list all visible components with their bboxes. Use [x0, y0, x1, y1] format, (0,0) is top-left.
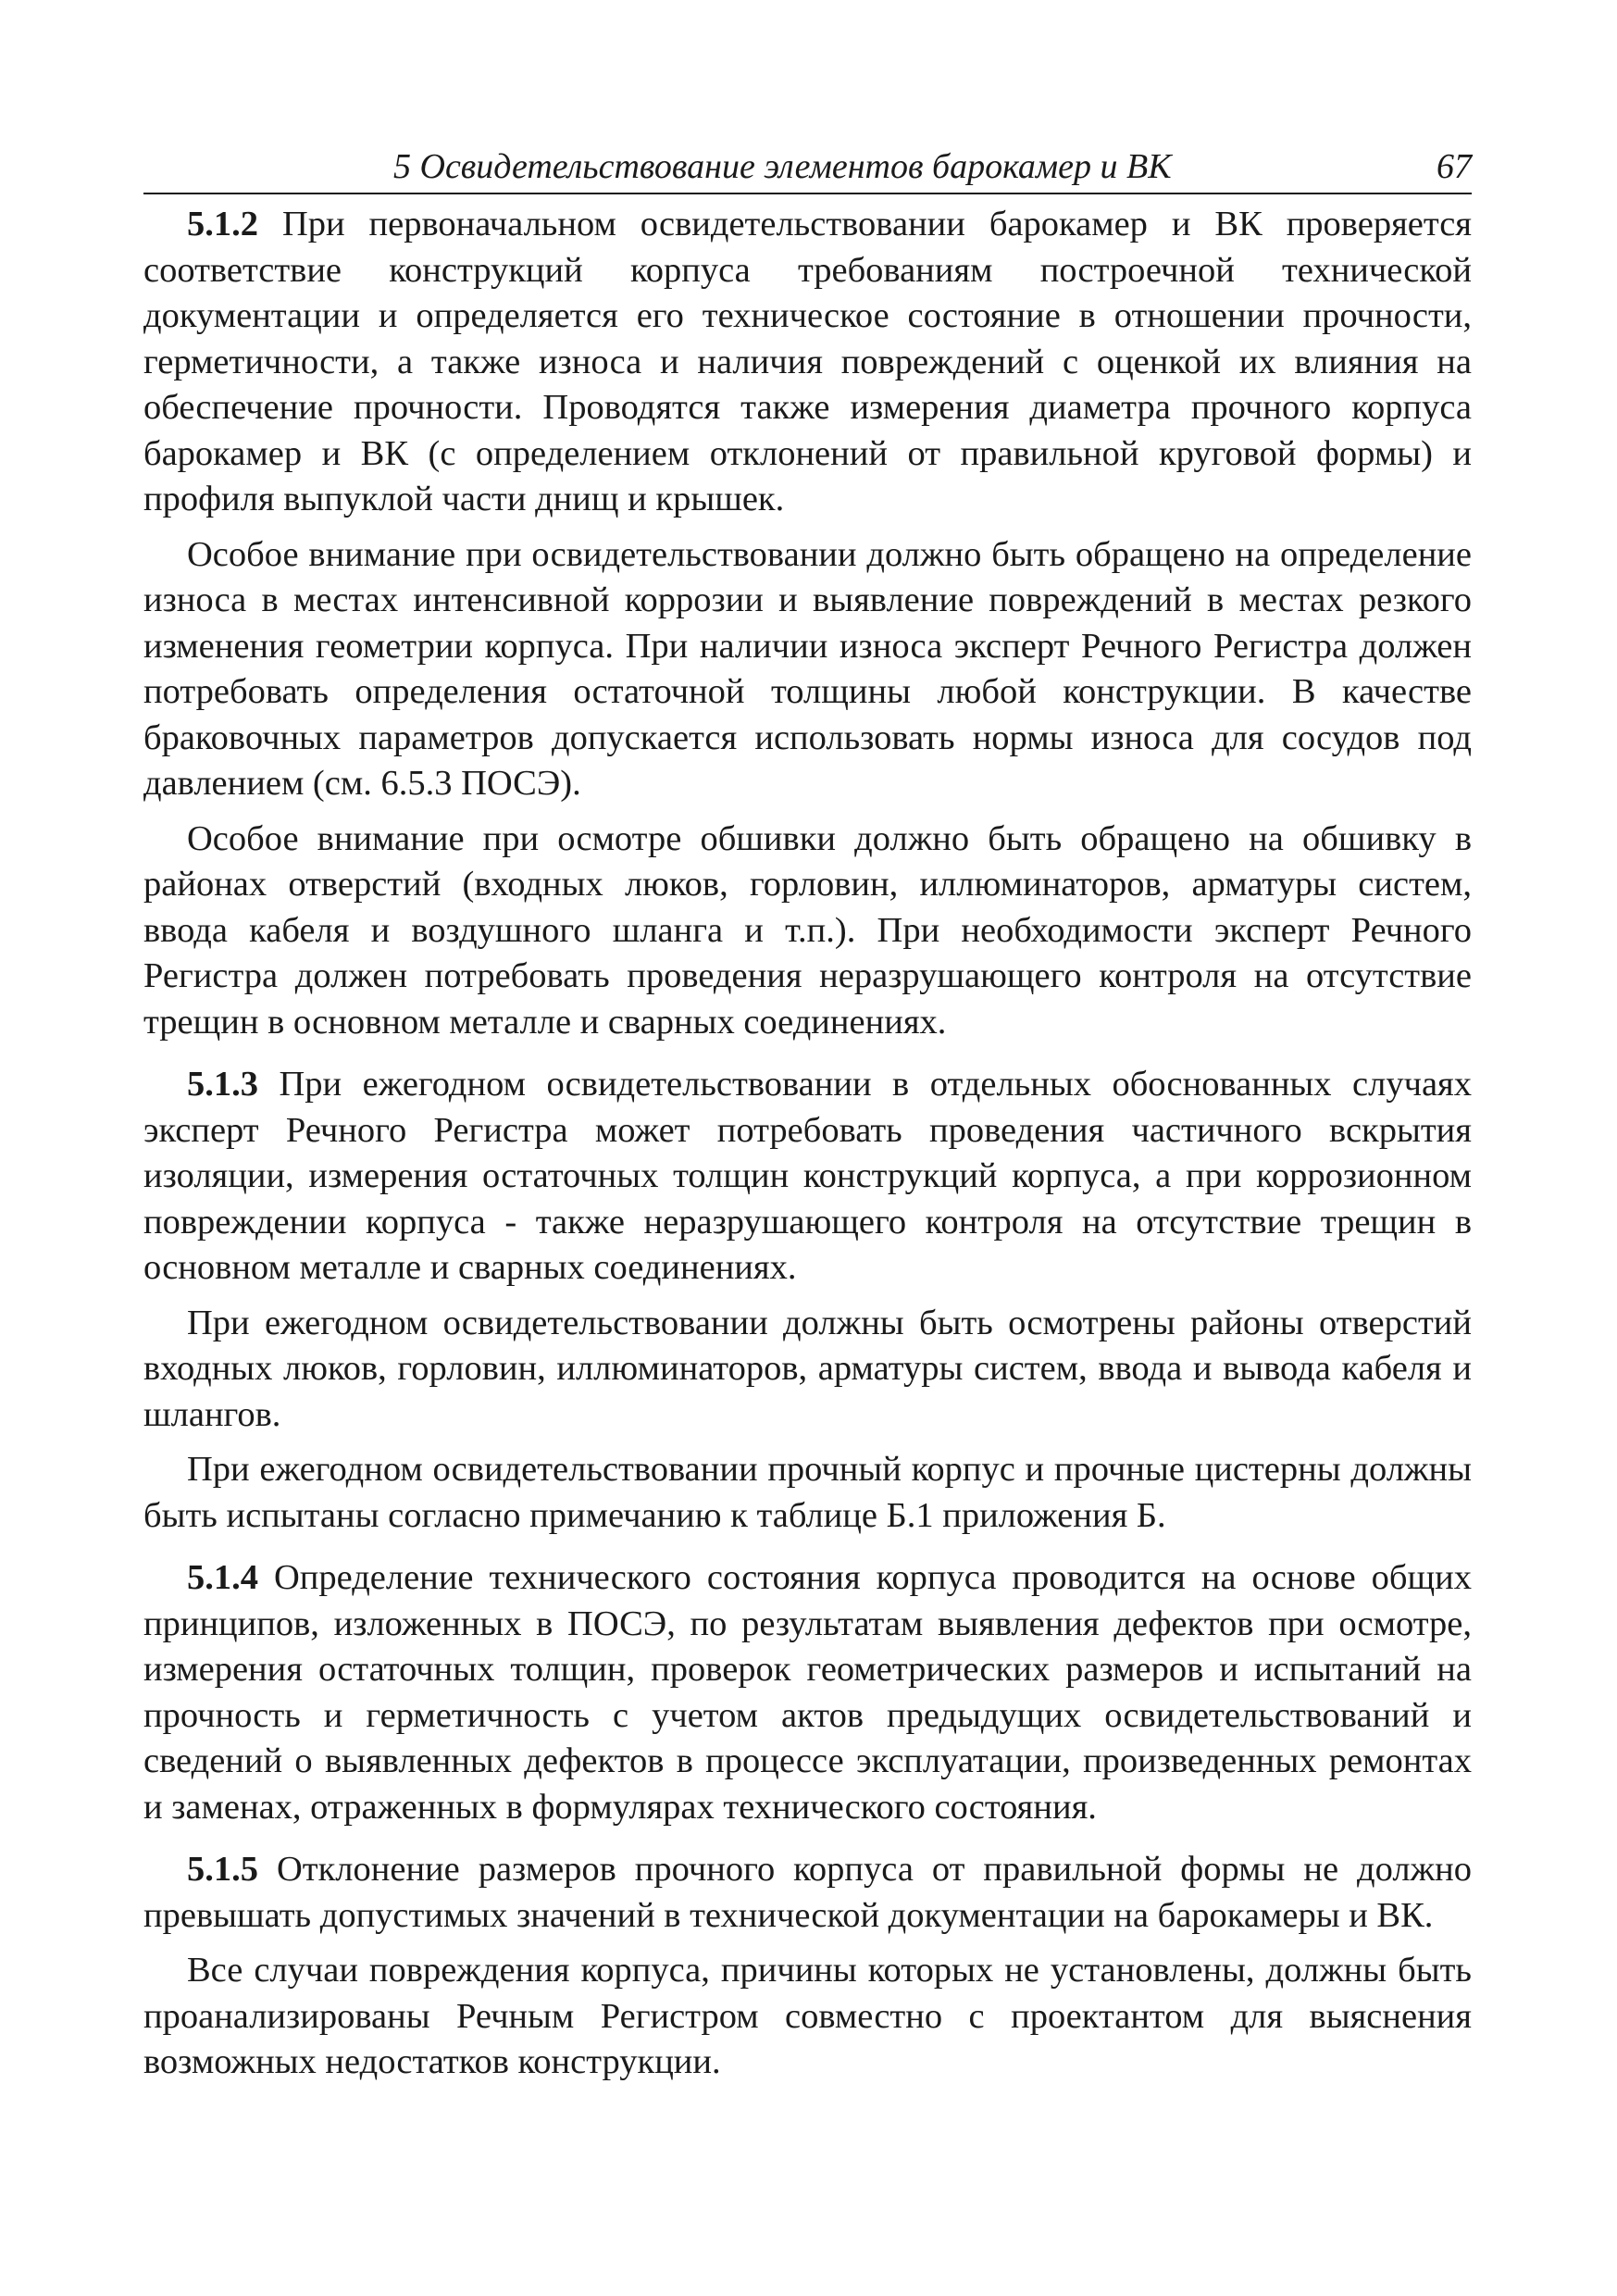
paragraph-text: Особое внимание при освидетельствовании должно быть обращено на определение износа в местах интенсивной коррозии и выявление повреждений в местах резкого изменения геометрии корпуса. При наличии износа эксперт Речного Регистра должен потребовать определения остаточной толщины любой конструкции. В качестве браковочных параметров допускается использовать нормы износа для сосудов под давлением (см. 6.5.3 ПОСЭ).: [143, 534, 1472, 803]
paragraph-5-1-2: [143, 202, 1472, 523]
paragraph-5-1-4: [143, 1555, 1472, 1830]
section-number: 5.1.4: [187, 1558, 258, 1597]
section-number: 5.1.3: [187, 1065, 258, 1104]
paragraph: [143, 1301, 1472, 1439]
paragraph-text: Отклонение размеров прочного корпуса от правильной формы не должно превышать допустимых значений в технической документации на барокамеры и ВК.: [143, 1850, 1472, 1935]
paragraph: [143, 1447, 1472, 1539]
page-number: 67: [1437, 147, 1472, 186]
section-number: 5.1.2: [187, 205, 258, 243]
paragraph-5-1-3: [143, 1062, 1472, 1292]
paragraph-text: При ежегодном освидетельствовании прочный корпус и прочные цистерны должны быть испытаны согласно примечанию к таблице Б.1 приложения Б.: [143, 1450, 1472, 1535]
paragraph: [143, 532, 1472, 807]
paragraph-text: Особое внимание при осмотре обшивки должно быть обращено на обшивку в районах отверстий (входных люков, горловин, иллюминаторов, арматуры систем, ввода кабеля и воздушного шланга и т.п.). При необходимости эксперт Речного Регистра должен потребовать проведения неразрушающего контроля на отсутствие трещин в основном металле и сварных соединениях.: [143, 818, 1472, 1042]
paragraph: [143, 817, 1472, 1046]
paragraph-text: Определение технического состояния корпуса проводится на основе общих принципов, изложенных в ПОСЭ, по результатам выявления дефектов при осмотре, измерения остаточных толщин, проверок геометрических размеров и испытаний на прочность и герметичность с учетом актов предыдущих освидетельствований и сведений о выявленных дефектов в процессе эксплуатации, произведенных ремонтах и заменах, отраженных в формулярах технического состояния.: [143, 1558, 1472, 1827]
paragraph-text: При ежегодном освидетельствовании должны быть осмотрены районы отверстий входных люков, горловин, иллюминаторов, арматуры систем, ввода и вывода кабеля и шлангов.: [143, 1303, 1472, 1434]
section-number: 5.1.5: [187, 1850, 258, 1889]
document-body: [143, 202, 1472, 2086]
paragraph-5-1-5: [143, 1847, 1472, 1939]
paragraph-text: Все случаи повреждения корпуса, причины которых не установлены, должны быть проанализированы Речным Регистром совместно с проектантом для выяснения возможных недостатков конструкции.: [143, 1951, 1472, 2081]
paragraph: [143, 1948, 1472, 2086]
document-page: [143, 148, 1472, 2095]
running-header: [143, 148, 1472, 194]
paragraph-text: При первоначальном освидетельствовании барокамер и ВК проверяется соответствие конструкций корпуса требованиям построечной технической документации и определяется его техническое состояние в отношении прочности, герметичности, а также износа и наличия повреждений с оценкой их влияния на обеспечение прочности. Проводятся также измерения диаметра прочного корпуса барокамер и ВК (с определением отклонений от правильной круговой формы) и профиля выпуклой части днищ и крышек.: [143, 205, 1472, 518]
header-title: 5 Освидетельствование элементов барокамер и ВК: [393, 147, 1172, 186]
paragraph-text: При ежегодном освидетельствовании в отдельных обоснованных случаях эксперт Речного Регистра может потребовать проведения частичного вскрытия изоляции, измерения остаточных толщин конструкций корпуса, а при коррозионном повреждении корпуса - также неразрушающего контроля на отсутствие трещин в основном металле и сварных соединениях.: [143, 1065, 1472, 1287]
